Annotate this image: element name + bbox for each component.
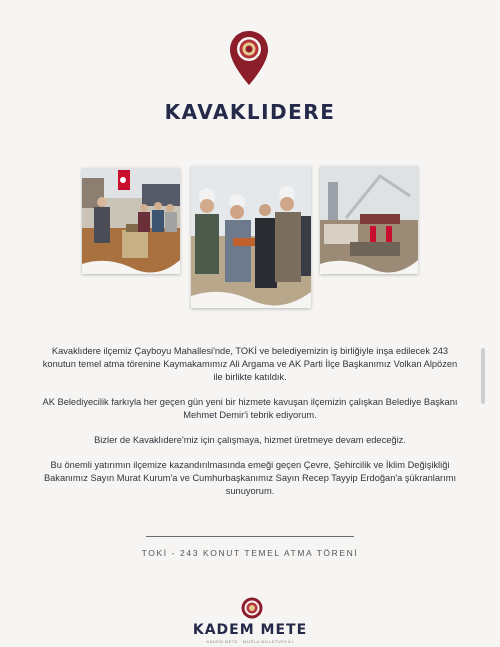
ceremony-photo-podium[interactable] bbox=[82, 168, 180, 274]
paragraph: AK Belediyecilik farkıyla her geçen gün yeni bir hizmete kavuşan ilçemizin çalışkan Belediye Başkanı Mehmet Demir'i tebrik ediyorum. bbox=[42, 397, 458, 420]
ceremony-photo-construction-site[interactable] bbox=[320, 166, 418, 274]
ceremony-photo-handshake[interactable] bbox=[191, 166, 311, 308]
post-body bbox=[40, 345, 460, 510]
paragraph: Kavaklıdere ilçemiz Çayboyu Mahallesi'nde, TOKİ ve belediyemizin iş birliğiyle inşa edilecek 243 konutun temel atma törenine Kaymakamımız Ali Argama ve AK Parti İlçe Başkanımız Volkan Alpözen ile birlikte katıldık. bbox=[42, 346, 458, 382]
page-title: KAVAKLIDERE bbox=[164, 100, 336, 124]
location-pin-icon bbox=[229, 30, 269, 86]
scrollbar[interactable] bbox=[481, 348, 485, 404]
paragraph: Bizler de Kavaklıdere'miz için çalışmaya, hizmet üretmeye devam edeceğiz. bbox=[94, 435, 406, 445]
brand-tagline: KADEM METE · MUĞLA MİLLETVEKİLİ bbox=[206, 639, 294, 644]
brand-logo: KADEM METE bbox=[192, 622, 308, 638]
paragraph: Bu önemli yatırımın ilçemize kazandırılmasında emeği geçen Çevre, Şehircilik ve İklim Değişikliği Bakanımız Sayın Murat Kurum'a ve Cumhurbaşkanımız Sayın Recep Tayyip Erdoğan'a şükranlarımı sunuyorum. bbox=[43, 460, 457, 496]
divider bbox=[146, 536, 354, 537]
brand-seal-icon bbox=[241, 597, 263, 619]
photo-caption: TOKİ - 243 KONUT TEMEL ATMA TÖRENİ bbox=[141, 548, 359, 558]
